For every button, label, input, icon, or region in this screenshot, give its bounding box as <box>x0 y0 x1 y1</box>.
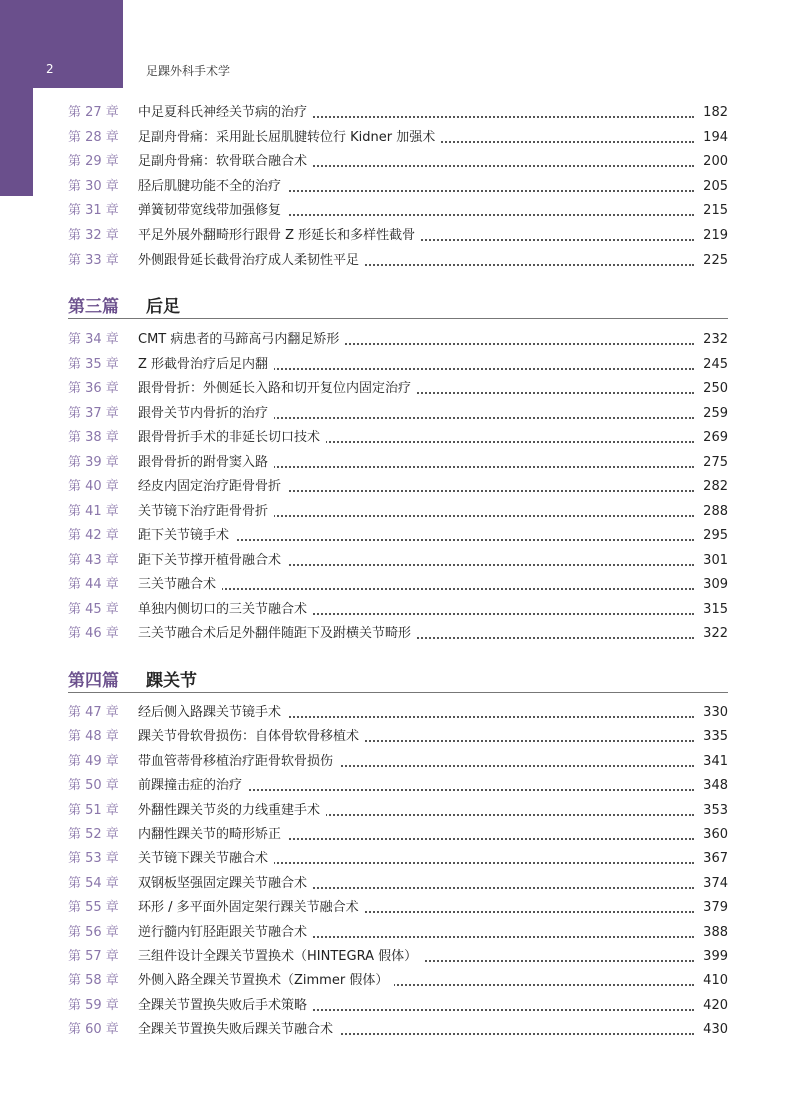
page-ref: 420 <box>699 996 728 1016</box>
chapter-title: 三关节融合术 <box>138 575 222 595</box>
chapter-number: 第 30 章 <box>68 178 119 194</box>
page-ref: 322 <box>699 624 728 644</box>
chapter-title: 距下关节撑开植骨融合术 <box>138 551 287 571</box>
chapter-number: 第 50 章 <box>68 778 119 794</box>
part-three-number: 第三篇 <box>68 297 119 317</box>
toc-entry[interactable] <box>68 575 728 595</box>
chapter-number: 第 58 章 <box>68 973 119 989</box>
page-ref: 315 <box>699 600 728 620</box>
page-ref: 410 <box>699 971 728 991</box>
part-three-title: 后足 <box>146 297 180 317</box>
chapter-title: 三组件设计全踝关节置换术（HINTEGRA 假体） <box>138 947 423 967</box>
page-ref: 219 <box>699 226 728 246</box>
chapter-title: 三关节融合术后足外翻伴随距下及跗横关节畸形 <box>138 624 417 644</box>
chapter-number: 第 46 章 <box>68 626 119 641</box>
page-ref: 295 <box>699 526 728 546</box>
page-ref: 335 <box>699 727 728 747</box>
chapter-number: 第 43 章 <box>68 552 119 568</box>
chapter-number: 第 31 章 <box>68 203 119 219</box>
chapter-number: 第 45 章 <box>68 601 119 617</box>
toc-entry[interactable] <box>68 177 728 197</box>
toc-entry[interactable] <box>68 703 728 723</box>
chapter-title: 跟骨骨折手术的非延长切口技术 <box>138 428 326 448</box>
chapter-title: 弹簧韧带宽线带加强修复 <box>138 201 287 221</box>
toc-entry[interactable] <box>68 103 728 123</box>
chapter-title: 全踝关节置换失败后踝关节融合术 <box>138 1020 339 1040</box>
toc-entry[interactable] <box>68 996 728 1016</box>
page-ref: 194 <box>699 128 728 148</box>
running-book-title: 足踝外科手术学 <box>146 64 231 78</box>
page-ref: 301 <box>699 551 728 571</box>
toc-entry[interactable] <box>68 825 728 845</box>
page-ref: 341 <box>699 752 728 772</box>
toc-entry[interactable] <box>68 404 728 424</box>
chapter-title: 带血管蒂骨移植治疗距骨软骨损伤 <box>138 752 339 772</box>
chapter-title: 外翻性踝关节炎的力线重建手术 <box>138 801 326 821</box>
chapter-title: 全踝关节置换失败后手术策略 <box>138 996 313 1016</box>
header-color-tab <box>0 0 123 88</box>
chapter-number: 第 27 章 <box>68 105 119 120</box>
chapter-number: 第 28 章 <box>68 129 119 145</box>
toc-entry[interactable] <box>68 600 728 620</box>
chapter-title: 跟骨关节内骨折的治疗 <box>138 404 274 424</box>
chapter-title: 经后侧入路踝关节镜手术 <box>138 703 287 723</box>
toc-entry[interactable] <box>68 898 728 918</box>
chapter-number: 第 49 章 <box>68 753 119 769</box>
chapter-title: 内翻性踝关节的畸形矫正 <box>138 825 287 845</box>
page-ref: 245 <box>699 355 728 375</box>
toc-entry[interactable] <box>68 428 728 448</box>
page-ref: 182 <box>699 103 728 123</box>
chapter-number: 第 57 章 <box>68 949 119 964</box>
chapter-number: 第 56 章 <box>68 924 119 940</box>
page-ref: 275 <box>699 453 728 473</box>
toc-entry[interactable] <box>68 251 728 271</box>
page-ref: 269 <box>699 428 728 448</box>
toc-entry[interactable] <box>68 526 728 546</box>
chapter-number: 第 36 章 <box>68 381 119 396</box>
part-three-heading <box>68 292 728 319</box>
page-ref: 309 <box>699 575 728 595</box>
page-ref: 205 <box>699 177 728 197</box>
part-four-number: 第四篇 <box>68 671 119 691</box>
chapter-number: 第 52 章 <box>68 827 119 842</box>
chapter-number: 第 37 章 <box>68 405 119 421</box>
chapter-number: 第 47 章 <box>68 705 119 720</box>
toc-entry[interactable] <box>68 923 728 943</box>
chapter-title: 前踝撞击症的治疗 <box>138 776 248 796</box>
chapter-title: 足副舟骨痛：软骨联合融合术 <box>138 152 313 172</box>
toc-entry[interactable] <box>68 152 728 172</box>
toc-entry[interactable] <box>68 330 728 350</box>
chapter-number: 第 29 章 <box>68 154 119 170</box>
chapter-title: 关节镜下踝关节融合术 <box>138 849 274 869</box>
page-ref: 250 <box>699 379 728 399</box>
chapter-number: 第 59 章 <box>68 997 119 1013</box>
chapter-title: 单独内侧切口的三关节融合术 <box>138 600 313 620</box>
chapter-title: 足副舟骨痛：采用趾长屈肌腱转位行 Kidner 加强术 <box>138 128 441 148</box>
page-number: 2 <box>46 62 54 76</box>
page-ref: 232 <box>699 330 728 350</box>
toc-entry[interactable] <box>68 551 728 571</box>
chapter-number: 第 40 章 <box>68 479 119 494</box>
chapter-number: 第 41 章 <box>68 503 119 519</box>
toc-entry[interactable] <box>68 355 728 375</box>
toc-entry[interactable] <box>68 226 728 246</box>
part-four-heading <box>68 666 728 693</box>
chapter-title: 环形 / 多平面外固定架行踝关节融合术 <box>138 898 365 918</box>
chapter-title: 中足夏科氏神经关节病的治疗 <box>138 103 313 123</box>
side-color-strip <box>0 88 33 196</box>
toc-entry[interactable] <box>68 201 728 221</box>
toc-entry[interactable] <box>68 971 728 991</box>
page-ref: 379 <box>699 898 728 918</box>
chapter-title: 跟骨骨折：外侧延长入路和切开复位内固定治疗 <box>138 379 417 399</box>
chapter-number: 第 38 章 <box>68 430 119 445</box>
toc-entry[interactable] <box>68 453 728 473</box>
page-ref: 200 <box>699 152 728 172</box>
chapter-number: 第 42 章 <box>68 528 119 543</box>
toc-entry[interactable] <box>68 727 728 747</box>
part-four-title: 踝关节 <box>146 671 197 691</box>
chapter-number: 第 33 章 <box>68 252 119 268</box>
chapter-number: 第 35 章 <box>68 356 119 372</box>
toc-entry[interactable] <box>68 1020 728 1040</box>
chapter-number: 第 51 章 <box>68 802 119 818</box>
page-ref: 430 <box>699 1020 728 1040</box>
page-ref: 367 <box>699 849 728 869</box>
chapter-number: 第 39 章 <box>68 454 119 470</box>
chapter-title: 逆行髓内钉胫距跟关节融合术 <box>138 923 313 943</box>
toc-entry[interactable] <box>68 502 728 522</box>
toc-entry[interactable] <box>68 752 728 772</box>
page-ref: 288 <box>699 502 728 522</box>
chapter-title: 关节镜下治疗距骨骨折 <box>138 502 274 522</box>
chapter-title: CMT 病患者的马蹄高弓内翻足矫形 <box>138 330 345 350</box>
chapter-title: 外侧跟骨延长截骨治疗成人柔韧性平足 <box>138 251 365 271</box>
page-ref: 399 <box>699 947 728 967</box>
page-ref: 374 <box>699 874 728 894</box>
page-ref: 360 <box>699 825 728 845</box>
chapter-title: 平足外展外翻畸形行跟骨 Z 形延长和多样性截骨 <box>138 226 421 246</box>
toc-entry[interactable] <box>68 947 728 967</box>
toc-entry[interactable] <box>68 379 728 399</box>
toc-entry[interactable] <box>68 849 728 869</box>
page-ref: 225 <box>699 251 728 271</box>
toc-entry[interactable] <box>68 128 728 148</box>
chapter-title: 双钢板坚强固定踝关节融合术 <box>138 874 313 894</box>
chapter-title: 胫后肌腱功能不全的治疗 <box>138 177 287 197</box>
chapter-title: 经皮内固定治疗距骨骨折 <box>138 477 287 497</box>
chapter-number: 第 48 章 <box>68 729 119 745</box>
page-ref: 215 <box>699 201 728 221</box>
page-ref: 353 <box>699 801 728 821</box>
toc-entry[interactable] <box>68 874 728 894</box>
chapter-title: Z 形截骨治疗后足内翻 <box>138 355 274 375</box>
chapter-number: 第 34 章 <box>68 332 119 347</box>
page-ref: 282 <box>699 477 728 497</box>
chapter-title: 外侧入路全踝关节置换术（Zimmer 假体） <box>138 971 394 991</box>
chapter-title: 距下关节镜手术 <box>138 526 235 546</box>
chapter-title: 踝关节骨软骨损伤：自体骨软骨移植术 <box>138 727 365 747</box>
toc-entry[interactable] <box>68 477 728 497</box>
chapter-number: 第 60 章 <box>68 1022 119 1038</box>
chapter-number: 第 53 章 <box>68 851 119 867</box>
chapter-number: 第 55 章 <box>68 900 119 916</box>
page-ref: 348 <box>699 776 728 796</box>
chapter-number: 第 44 章 <box>68 577 119 592</box>
chapter-number: 第 32 章 <box>68 228 119 243</box>
toc-entry[interactable] <box>68 624 728 644</box>
toc-entry[interactable] <box>68 776 728 796</box>
page-ref: 259 <box>699 404 728 424</box>
page-ref: 330 <box>699 703 728 723</box>
page-ref: 388 <box>699 923 728 943</box>
chapter-title: 跟骨骨折的跗骨窦入路 <box>138 453 274 473</box>
toc-entry[interactable] <box>68 801 728 821</box>
chapter-number: 第 54 章 <box>68 875 119 891</box>
